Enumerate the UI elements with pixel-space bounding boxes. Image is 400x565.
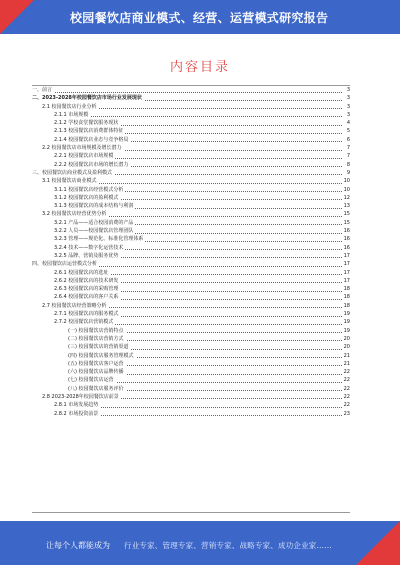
toc-entry-page: 15	[343, 211, 350, 218]
toc-entry[interactable]	[32, 302, 350, 310]
toc-entry-page: 17	[343, 269, 350, 276]
toc-bottom-rule	[32, 512, 350, 513]
toc-entry[interactable]	[32, 144, 350, 152]
toc-entry-page: 7	[346, 145, 350, 152]
toc-entry[interactable]	[32, 94, 350, 102]
toc-entry-label: 2.6.1 校园餐饮店的选址	[32, 269, 110, 277]
toc-entry-label: (六) 校园餐饮店品牌传播	[32, 368, 126, 376]
report-title: 校园餐饮店商业模式、经营、运营模式研究报告	[70, 11, 329, 25]
toc-entry[interactable]	[32, 277, 350, 285]
toc-entry[interactable]	[32, 177, 350, 185]
toc-entry[interactable]	[32, 343, 350, 351]
toc-entry-label: 四、校园餐饮店运营模式分析	[32, 261, 98, 268]
toc-entry-label: 2.2.1 校园餐饮店市场规模	[32, 152, 115, 160]
toc-entry-label: 2.1.4 校园餐饮店业态与竞争格局	[32, 136, 130, 144]
toc-entry-page: 6	[346, 136, 350, 143]
toc-entry-label: 3.1.3 校园餐饮店的成本结构与利润	[32, 202, 135, 210]
toc-entry-page: 22	[343, 385, 350, 392]
toc-entry[interactable]	[32, 136, 350, 144]
toc-entry-label: 2.7.1 校园餐饮店的服务模式	[32, 310, 120, 318]
toc-dot-leader	[32, 92, 342, 93]
header-bar	[0, 0, 400, 34]
toc-entry-label: 2.7 校园餐饮店经营策略分析	[32, 302, 109, 310]
toc-entry-page: 18	[343, 286, 350, 293]
toc-entry-page: 17	[343, 277, 350, 284]
toc-entry-page: 10	[343, 178, 350, 185]
toc-entry[interactable]	[32, 252, 350, 260]
toc-entry[interactable]	[32, 194, 350, 202]
toc-entry-label: 3.1.1 校园餐饮店经营模式分析	[32, 186, 125, 194]
toc-heading: 内容目录	[169, 60, 230, 75]
toc-entry-page: 9	[346, 169, 350, 176]
toc-entry-label: 3.2.4 技术——数字化运营技术	[32, 244, 125, 252]
toc-entry[interactable]	[32, 86, 350, 94]
toc-entry-page: 19	[343, 327, 350, 334]
toc-entry-page: 23	[343, 410, 350, 417]
toc-entry-label: (一) 校园餐饮店营销特点	[32, 327, 126, 335]
toc-entry-page: 16	[343, 236, 350, 243]
toc-entry-label: 2.1.2 学校食堂餐饮服务现状	[32, 119, 120, 127]
toc-entry-page: 22	[343, 393, 350, 400]
toc-entry[interactable]	[32, 385, 350, 393]
toc-entry-label: (二) 校园餐饮店营销方式	[32, 335, 126, 343]
toc-entry-label: (八) 校园餐饮店服务评价	[32, 385, 126, 393]
footer-tags: 行业专家、管理专家、营销专家、战略专家、成功企业家……	[124, 541, 332, 550]
toc-entry-page: 22	[343, 377, 350, 384]
toc-entry-page: 3	[346, 111, 350, 118]
footer-bar	[0, 521, 400, 565]
toc-entry-label: (五) 校园餐饮店客户运营	[32, 360, 126, 368]
toc-entry-label: 三、校园餐饮店商业模式及盈利模式	[32, 169, 113, 176]
toc-entry-label: 2.8.2 市场投资前景	[32, 410, 100, 418]
table-of-contents	[32, 86, 350, 418]
toc-entry[interactable]	[32, 335, 350, 343]
toc-entry-label: 3.2.5 品牌、营销及服务优势	[32, 252, 120, 260]
toc-entry[interactable]	[32, 269, 350, 277]
toc-entry-page: 19	[343, 311, 350, 318]
toc-entry[interactable]	[32, 119, 350, 127]
toc-entry-label: (三) 校园餐饮店的营销渠道	[32, 343, 131, 351]
toc-entry[interactable]	[32, 401, 350, 409]
toc-entry-label: 2.6.3 校园餐饮店的采购管理	[32, 285, 120, 293]
toc-entry-page: 10	[343, 186, 350, 193]
toc-entry-label: 2.1.1 市场规模	[32, 111, 90, 119]
toc-entry-page: 16	[343, 228, 350, 235]
toc-entry-page: 22	[343, 369, 350, 376]
toc-entry[interactable]	[32, 310, 350, 318]
toc-entry-page: 18	[343, 302, 350, 309]
toc-entry[interactable]	[32, 210, 350, 218]
toc-entry-label: 2.2.2 校园餐饮店市场的增长潜力	[32, 161, 130, 169]
toc-entry[interactable]	[32, 127, 350, 135]
toc-entry-label: 2.2 校园餐饮店市场规模及增长潜力	[32, 144, 124, 152]
toc-entry-page: 21	[343, 360, 350, 367]
toc-entry-page: 17	[343, 252, 350, 259]
toc-entry-label: 一、前言	[32, 87, 53, 93]
toc-entry-page: 3	[346, 87, 350, 93]
toc-entry-label: 3.2.2 人员——校园餐饮店管理团队	[32, 227, 135, 235]
toc-entry-page: 22	[343, 402, 350, 409]
toc-entry[interactable]	[32, 318, 350, 326]
toc-entry[interactable]	[32, 260, 350, 268]
toc-entry-page: 18	[343, 294, 350, 301]
toc-entry-page: 19	[343, 319, 350, 326]
toc-entry[interactable]	[32, 219, 350, 227]
footer-slogan: 让每个人都能成为	[46, 541, 110, 550]
toc-entry[interactable]	[32, 393, 350, 401]
footer-red-corner	[356, 521, 400, 565]
toc-entry-page: 3	[346, 103, 350, 110]
toc-entry-page: 17	[343, 261, 350, 268]
toc-entry-page: 13	[343, 203, 350, 210]
toc-entry-label: 2.8.1 市场发展趋势	[32, 401, 100, 409]
toc-entry[interactable]	[32, 161, 350, 169]
toc-entry[interactable]	[32, 360, 350, 368]
toc-entry-label: 2.8 2023-2028年校园餐饮店前景	[32, 393, 121, 401]
toc-entry[interactable]	[32, 152, 350, 160]
toc-entry-label: 2.6.2 校园餐饮店的技术研发	[32, 277, 120, 285]
toc-entry-label: 2.7.2 校园餐饮店营销模式	[32, 318, 115, 326]
toc-entry-page: 4	[346, 120, 350, 127]
toc-entry-page: 21	[343, 352, 350, 359]
toc-entry[interactable]	[32, 352, 350, 360]
toc-entry-label: 2.6.4 校园餐饮店的客户关系	[32, 293, 120, 301]
toc-entry[interactable]	[32, 368, 350, 376]
toc-entry-label: 3.1.2 校园餐饮店的盈利模式	[32, 194, 120, 202]
toc-entry[interactable]	[32, 169, 350, 177]
toc-entry-page: 3	[346, 95, 350, 102]
toc-entry[interactable]	[32, 111, 350, 119]
toc-entry-label: (七) 校园餐饮店运营	[32, 376, 116, 384]
toc-entry[interactable]	[32, 410, 350, 418]
toc-entry-page: 20	[343, 335, 350, 342]
toc-entry-page: 20	[343, 344, 350, 351]
toc-entry-label: 2.1.3 校园餐饮店消费群体特征	[32, 127, 125, 135]
toc-entry[interactable]	[32, 285, 350, 293]
toc-entry-page: 5	[346, 128, 350, 135]
toc-entry[interactable]	[32, 244, 350, 252]
toc-entry-label: 3.2 校园餐饮店经营优势分析	[32, 210, 109, 218]
toc-entry-page: 7	[346, 153, 350, 160]
toc-entry-page: 8	[346, 161, 350, 168]
toc-entry-label: 3.2.3 管理——规范化、标准化管理体系	[32, 235, 145, 243]
toc-entry[interactable]	[32, 235, 350, 243]
toc-entry-page: 16	[343, 244, 350, 251]
toc-entry[interactable]	[32, 327, 350, 335]
toc-entry[interactable]	[32, 376, 350, 384]
toc-entry[interactable]	[32, 293, 350, 301]
toc-entry-page: 12	[343, 194, 350, 201]
toc-entry-label: 二、2023-2028年校园餐饮店市场行业发展现状	[32, 95, 142, 102]
toc-entry[interactable]	[32, 227, 350, 235]
toc-entry[interactable]	[32, 186, 350, 194]
toc-entry-label: 3.2.1 产品——适合校园消费的产品	[32, 219, 135, 227]
header-red-corner	[0, 0, 34, 34]
toc-entry-page: 15	[343, 219, 350, 226]
toc-entry-label: 3.1 校园餐饮店商业模式	[32, 177, 99, 185]
toc-entry[interactable]	[32, 202, 350, 210]
toc-entry-label: 2.1 校园餐饮店行业分析	[32, 103, 99, 111]
toc-entry-label: (四) 校园餐饮店服务管理模式	[32, 352, 136, 360]
toc-entry[interactable]	[32, 103, 350, 111]
